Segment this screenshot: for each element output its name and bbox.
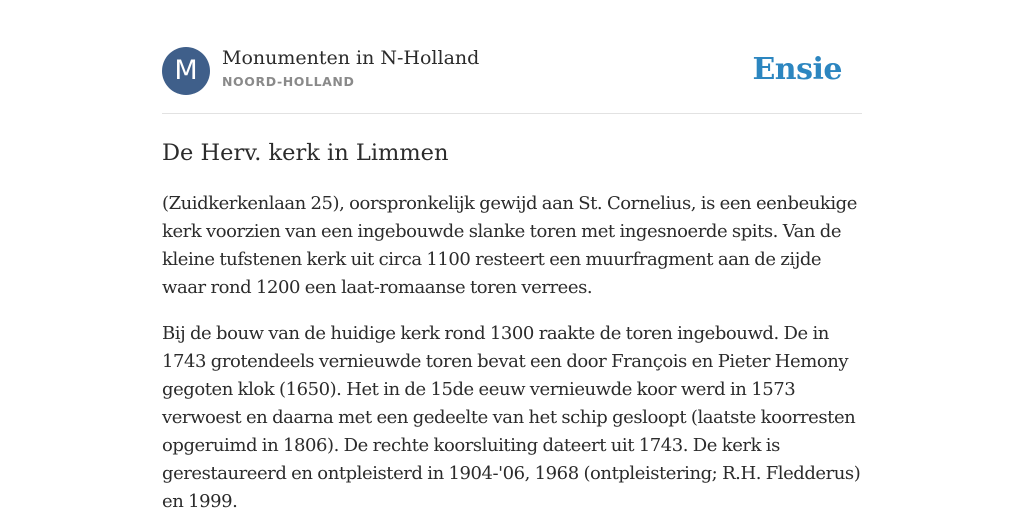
source-name[interactable]: Monumenten in N-Holland — [222, 47, 480, 69]
article-paragraph: (Zuidkerkenlaan 25), oorspronkelijk gewijd aan St. Cornelius, is een eenbeukige kerk voorzien van een ingebouwde slanke toren met ingesnoerde spits. Van de kleine tufstenen kerk uit circa 1100 resteert een muurfragment aan de zijde waar rond 1200 een laat-romaanse toren verrees. — [162, 193, 857, 298]
brand-logo[interactable]: Ensie — [752, 52, 842, 87]
header-divider — [162, 113, 862, 114]
article-title: De Herv. kerk in Limmen — [162, 140, 449, 166]
source-avatar[interactable]: M — [162, 47, 210, 95]
article-body — [162, 190, 864, 512]
source-header — [162, 46, 862, 96]
source-subtitle: NOORD-HOLLAND — [222, 74, 355, 89]
article-paragraph: Bij de bouw van de huidige kerk rond 1300 raakte de toren ingebouwd. De in 1743 grotendeels vernieuwde toren bevat een door François en Pieter Hemony gegoten klok (1650). Het in de 15de eeuw vernieuwde koor werd in 1573 verwoest en daarna met een gedeelte van het schip gesloopt (laatste koorresten opgeruimd in 1806). De rechte koorsluiting dateert uit 1743. De kerk is gerestaureerd en ontpleisterd in 1904-'06, 1968 (ontpleistering; R.H. Fledderus) en 1999. — [162, 323, 861, 512]
